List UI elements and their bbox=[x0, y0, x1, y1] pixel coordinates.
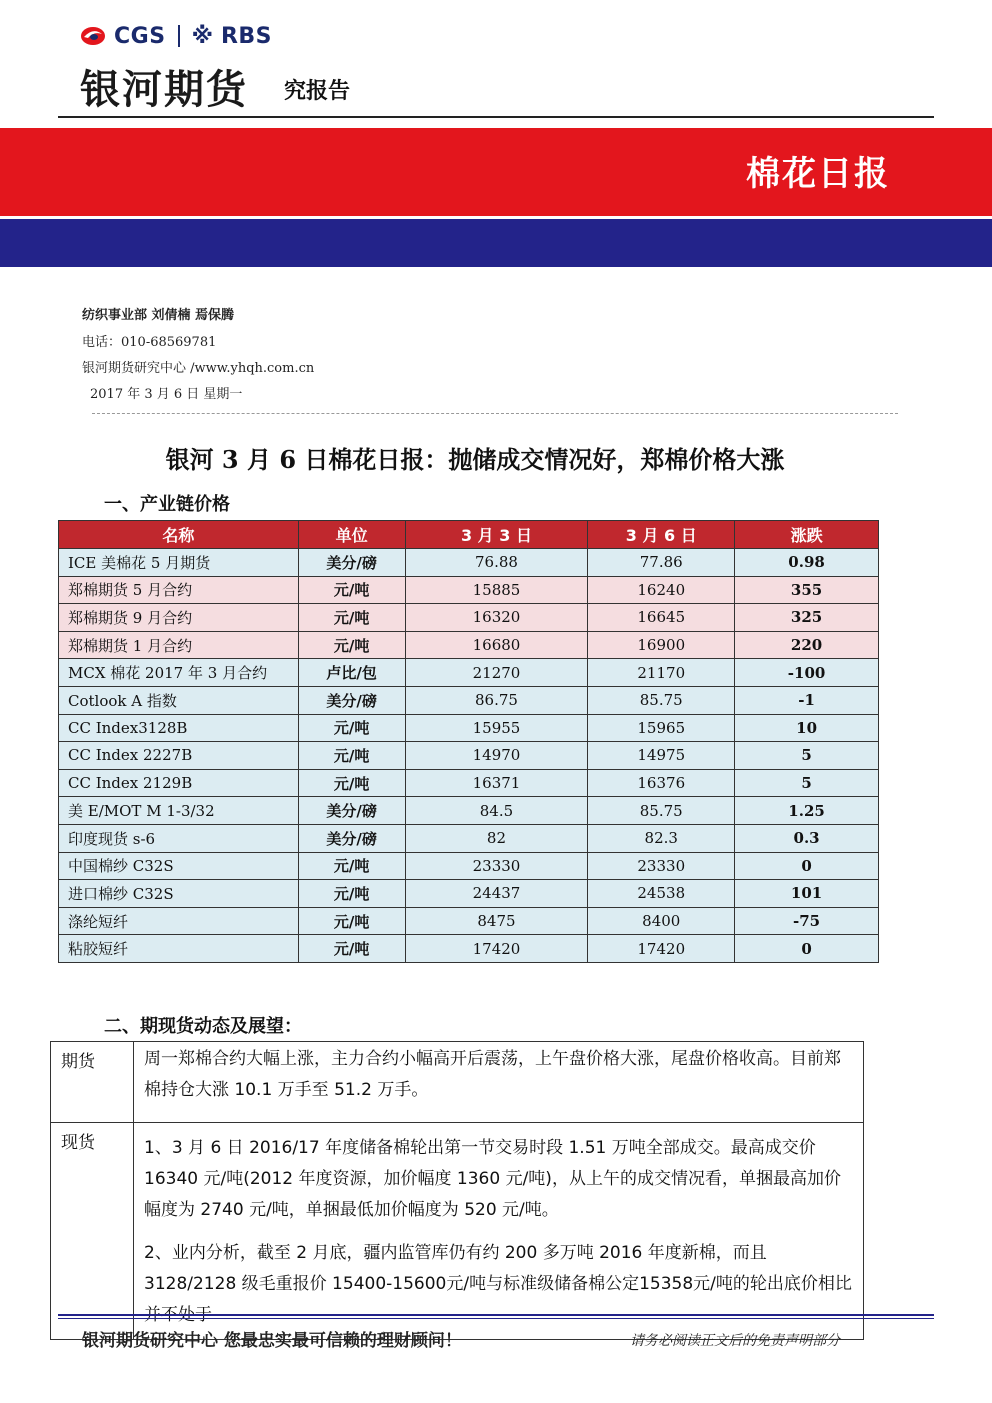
cell-unit: 美分/磅 bbox=[298, 824, 405, 852]
table-row bbox=[59, 742, 879, 770]
cell-date1: 76.88 bbox=[405, 549, 588, 577]
table-row bbox=[59, 769, 879, 797]
cell-change: 0.98 bbox=[735, 549, 879, 577]
footer-rule bbox=[58, 1314, 934, 1316]
table-row bbox=[51, 1123, 864, 1340]
table-row bbox=[59, 907, 879, 935]
cell-date1: 86.75 bbox=[405, 686, 588, 714]
cell-date2: 8400 bbox=[588, 907, 735, 935]
cell-name: MCX 棉花 2017 年 3 月合约 bbox=[59, 659, 299, 687]
spot-text-cell bbox=[134, 1123, 864, 1340]
cell-date2: 82.3 bbox=[588, 824, 735, 852]
phone: 电话：010-68569781 bbox=[82, 335, 217, 350]
cell-unit: 元/吨 bbox=[298, 714, 405, 742]
cell-date1: 15955 bbox=[405, 714, 588, 742]
header-date2: 3 月 6 日 bbox=[588, 521, 735, 549]
cell-name: 粘胶短纤 bbox=[59, 935, 299, 963]
cell-change: -75 bbox=[735, 907, 879, 935]
cell-date2: 23330 bbox=[588, 852, 735, 880]
price-table bbox=[58, 520, 879, 963]
cell-date2: 77.86 bbox=[588, 549, 735, 577]
report-date: 2017 年 3 月 6 日 星期一 bbox=[90, 387, 243, 402]
cell-unit: 元/吨 bbox=[298, 935, 405, 963]
cell-change: 220 bbox=[735, 631, 879, 659]
table-row bbox=[59, 604, 879, 632]
cell-date2: 16376 bbox=[588, 769, 735, 797]
table-row bbox=[59, 714, 879, 742]
cell-unit: 美分/磅 bbox=[298, 549, 405, 577]
spot-paragraph-2: 2、业内分析，截至 2 月底，疆内监管库仍有约 200 多万吨 2016 年度新棉，而且 3128/2128 级毛重报价 15400-15600元/吨与标准级储备棉公定15358元/吨的轮出底价相比 bbox=[144, 1243, 852, 1294]
cell-change: 1.25 bbox=[735, 797, 879, 825]
report-title-banner: 棉花日报 bbox=[746, 154, 890, 194]
cell-date1: 16320 bbox=[405, 604, 588, 632]
cell-date2: 85.75 bbox=[588, 797, 735, 825]
cell-change: 355 bbox=[735, 576, 879, 604]
cell-name: 中国棉纱 C32S bbox=[59, 852, 299, 880]
table-row bbox=[59, 576, 879, 604]
cell-date1: 84.5 bbox=[405, 797, 588, 825]
cell-unit: 元/吨 bbox=[298, 631, 405, 659]
brand-logo bbox=[80, 20, 272, 52]
cell-date1: 17420 bbox=[405, 935, 588, 963]
report-type: 究报告 bbox=[284, 79, 351, 104]
cell-name: 郑棉期货 1 月合约 bbox=[59, 631, 299, 659]
cell-name: 郑棉期货 9 月合约 bbox=[59, 604, 299, 632]
cell-date1: 82 bbox=[405, 824, 588, 852]
cell-change: 101 bbox=[735, 880, 879, 908]
table-row bbox=[59, 852, 879, 880]
cell-change: 10 bbox=[735, 714, 879, 742]
cell-name: Cotlook A 指数 bbox=[59, 686, 299, 714]
section-title-market: 二、期现货动态及展望： bbox=[104, 1016, 302, 1037]
cell-name: CC Index3128B bbox=[59, 714, 299, 742]
cell-date2: 15965 bbox=[588, 714, 735, 742]
cell-change: -100 bbox=[735, 659, 879, 687]
cell-date2: 17420 bbox=[588, 935, 735, 963]
main-title: 银河 3 月 6 日棉花日报：抛储成交情况好，郑棉价格大涨 bbox=[165, 445, 785, 474]
header-name: 名称 bbox=[59, 521, 299, 549]
footer-slogan: 银河期货研究中心 您最忠实最可信赖的理财顾问！ bbox=[82, 1331, 462, 1351]
cell-name: 郑棉期货 5 月合约 bbox=[59, 576, 299, 604]
market-table bbox=[50, 1041, 864, 1340]
table-row bbox=[59, 686, 879, 714]
logo-divider bbox=[178, 25, 180, 47]
cell-change: 325 bbox=[735, 604, 879, 632]
cgs-swirl-icon bbox=[80, 25, 106, 47]
table-row bbox=[59, 824, 879, 852]
logo-rbs-text: RBS bbox=[220, 23, 273, 49]
section-title-prices: 一、产业链价格 bbox=[104, 494, 230, 515]
cell-date2: 21170 bbox=[588, 659, 735, 687]
cell-date1: 21270 bbox=[405, 659, 588, 687]
cell-unit: 美分/磅 bbox=[298, 797, 405, 825]
cell-date1: 23330 bbox=[405, 852, 588, 880]
cell-name: 印度现货 s-6 bbox=[59, 824, 299, 852]
cell-change: 0 bbox=[735, 935, 879, 963]
cell-unit: 元/吨 bbox=[298, 880, 405, 908]
cell-unit: 元/吨 bbox=[298, 907, 405, 935]
footer-rule-thin bbox=[58, 1318, 934, 1319]
cell-name: CC Index 2227B bbox=[59, 742, 299, 770]
header-divider bbox=[58, 116, 934, 118]
cell-unit: 元/吨 bbox=[298, 769, 405, 797]
rbs-daisy-icon: ※ bbox=[191, 23, 213, 49]
cell-name: ICE 美棉花 5 月期货 bbox=[59, 549, 299, 577]
footer-disclaimer: 请务必阅读正文后的免责声明部分 bbox=[630, 1333, 840, 1349]
futures-text: 周一郑棉合约大幅上涨，主力合约小幅高开后震荡，上午盘价格大涨，尾盘价格收高。目前郑棉持仓大涨 10.1 万手至 51.2 万手。 bbox=[144, 1049, 841, 1100]
cell-change: 5 bbox=[735, 742, 879, 770]
cell-date2: 14975 bbox=[588, 742, 735, 770]
cell-name: 进口棉纱 C32S bbox=[59, 880, 299, 908]
cell-unit: 元/吨 bbox=[298, 742, 405, 770]
cell-date1: 15885 bbox=[405, 576, 588, 604]
cell-name: 涤纶短纤 bbox=[59, 907, 299, 935]
table-row bbox=[59, 631, 879, 659]
spot-paragraph-1: 1、3 月 6 日 2016/17 年度储备棉轮出第一节交易时段 1.51 万吨全部成交。最高成交价 16340 元/吨(2012 年度资源，加价幅度 1360 元/吨)，从上午的成交情况看，单捆最高加价幅度为 2740 元/吨，单捆最低加价幅度为 520 元/吨。 bbox=[144, 1138, 841, 1220]
cell-date2: 16240 bbox=[588, 576, 735, 604]
blue-banner bbox=[0, 219, 992, 267]
cell-unit: 卢比/包 bbox=[298, 659, 405, 687]
cell-unit: 元/吨 bbox=[298, 604, 405, 632]
table-row bbox=[59, 880, 879, 908]
department-authors: 纺织事业部 刘倩楠 焉保腾 bbox=[82, 308, 235, 323]
website: 银河期货研究中心 /www.yhqh.com.cn bbox=[82, 361, 315, 376]
logo-cgs-text: CGS bbox=[114, 23, 166, 49]
cell-date1: 14970 bbox=[405, 742, 588, 770]
cell-unit: 元/吨 bbox=[298, 852, 405, 880]
header-unit: 单位 bbox=[298, 521, 405, 549]
cell-change: 0 bbox=[735, 852, 879, 880]
header-date1: 3 月 3 日 bbox=[405, 521, 588, 549]
cell-unit: 元/吨 bbox=[298, 576, 405, 604]
spot-label: 现货 bbox=[51, 1123, 134, 1340]
cell-unit: 美分/磅 bbox=[298, 686, 405, 714]
cell-change: 5 bbox=[735, 769, 879, 797]
table-row bbox=[59, 549, 879, 577]
company-name: 银河期货 bbox=[80, 67, 248, 113]
table-header-row bbox=[59, 521, 879, 549]
cell-date1: 16680 bbox=[405, 631, 588, 659]
dashed-divider bbox=[92, 413, 898, 414]
futures-label: 期货 bbox=[51, 1042, 134, 1123]
table-row bbox=[59, 935, 879, 963]
cell-date1: 8475 bbox=[405, 907, 588, 935]
cell-name: 美 E/MOT M 1-3/32 bbox=[59, 797, 299, 825]
futures-text-cell bbox=[134, 1042, 864, 1123]
cell-date2: 16645 bbox=[588, 604, 735, 632]
cell-date2: 24538 bbox=[588, 880, 735, 908]
table-row bbox=[51, 1042, 864, 1123]
cell-date1: 24437 bbox=[405, 880, 588, 908]
cell-date1: 16371 bbox=[405, 769, 588, 797]
table-row bbox=[59, 797, 879, 825]
cell-date2: 16900 bbox=[588, 631, 735, 659]
cell-change: -1 bbox=[735, 686, 879, 714]
header-change: 涨跌 bbox=[735, 521, 879, 549]
cell-name: CC Index 2129B bbox=[59, 769, 299, 797]
cell-change: 0.3 bbox=[735, 824, 879, 852]
cell-date2: 85.75 bbox=[588, 686, 735, 714]
table-row bbox=[59, 659, 879, 687]
